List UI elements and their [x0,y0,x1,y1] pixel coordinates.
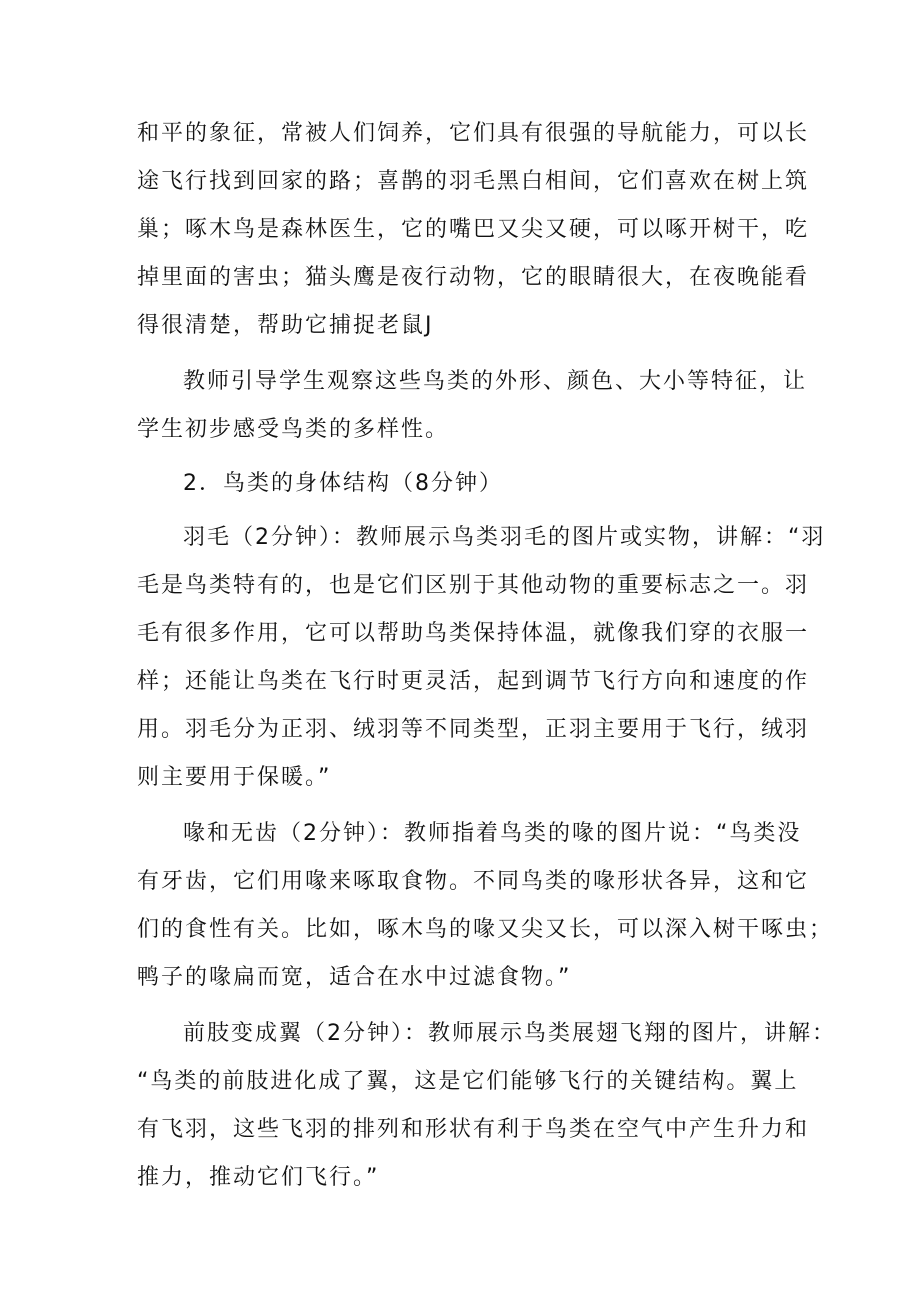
text-line: 羽毛（2分钟）：教师展示鸟类羽毛的图片或实物，讲解：“羽 [183,525,826,550]
paragraph-teacher-guide [137,358,808,454]
text-line: “鸟类的前肢进化成了翼，这是它们能够飞行的关键结构。翼上 [137,1069,799,1094]
text-line: 掉里面的害虫；猫头鹰是夜行动物，它的眼睛很大，在夜晚能看 [137,265,810,290]
text-line: 前肢变成翼（2分钟）：教师展示鸟类展翅飞翔的图片，讲解： [183,1021,836,1046]
text-line: 则主要用于保暖。” [137,765,332,790]
text-line: 样；还能让鸟类在飞行时更灵活，起到调节飞行方向和速度的作 [137,669,810,694]
paragraph-beak [137,810,834,1002]
text-line: 推力，推动它们飞行。” [137,1165,380,1190]
text-line: 和平的象征，常被人们饲养，它们具有很强的导航能力，可以长 [137,121,810,146]
text-line: 巢；啄木鸟是森林医生，它的嘴巴又尖又硬，可以啄开树干，吃 [137,217,810,242]
section-heading [137,460,787,508]
text-line: 鸭子的喙扁而宽，适合在水中过滤食物。” [137,965,572,990]
text-line: 得很清楚，帮助它捕捉老鼠J [137,313,434,338]
text-line: 途飞行找到回家的路；喜鹊的羽毛黑白相间，它们喜欢在树上筑 [137,169,810,194]
text-line: 教师引导学生观察这些鸟类的外形、颜色、大小等特征，让 [183,369,808,394]
section-heading-text: 2．鸟类的身体结构（8分钟） [183,471,503,496]
document-body [137,110,836,1202]
text-line: 有飞羽，这些飞羽的排列和形状有利于鸟类在空气中产生升力和 [137,1117,810,1142]
text-line: 毛有很多作用，它可以帮助鸟类保持体温，就像我们穿的衣服一 [137,621,810,646]
text-line: 用。羽毛分为正羽、绒羽等不同类型，正羽主要用于飞行，绒羽 [137,717,810,742]
paragraph-feathers [137,514,826,802]
text-line: 学生初步感受鸟类的多样性。 [137,417,450,442]
text-line: 毛是鸟类特有的，也是它们区别于其他动物的重要标志之一。羽 [137,573,810,598]
text-line: 喙和无齿（2分钟）：教师指着鸟类的喙的图片说：“鸟类没 [183,821,802,846]
text-line: 们的食性有关。比如，啄木鸟的喙又尖又长，可以深入树干啄虫； [137,917,834,942]
paragraph-birds-intro [137,110,810,350]
text-line: 有牙齿，它们用喙来啄取食物。不同鸟类的喙形状各异，这和它 [137,869,810,894]
paragraph-wings [137,1010,836,1202]
